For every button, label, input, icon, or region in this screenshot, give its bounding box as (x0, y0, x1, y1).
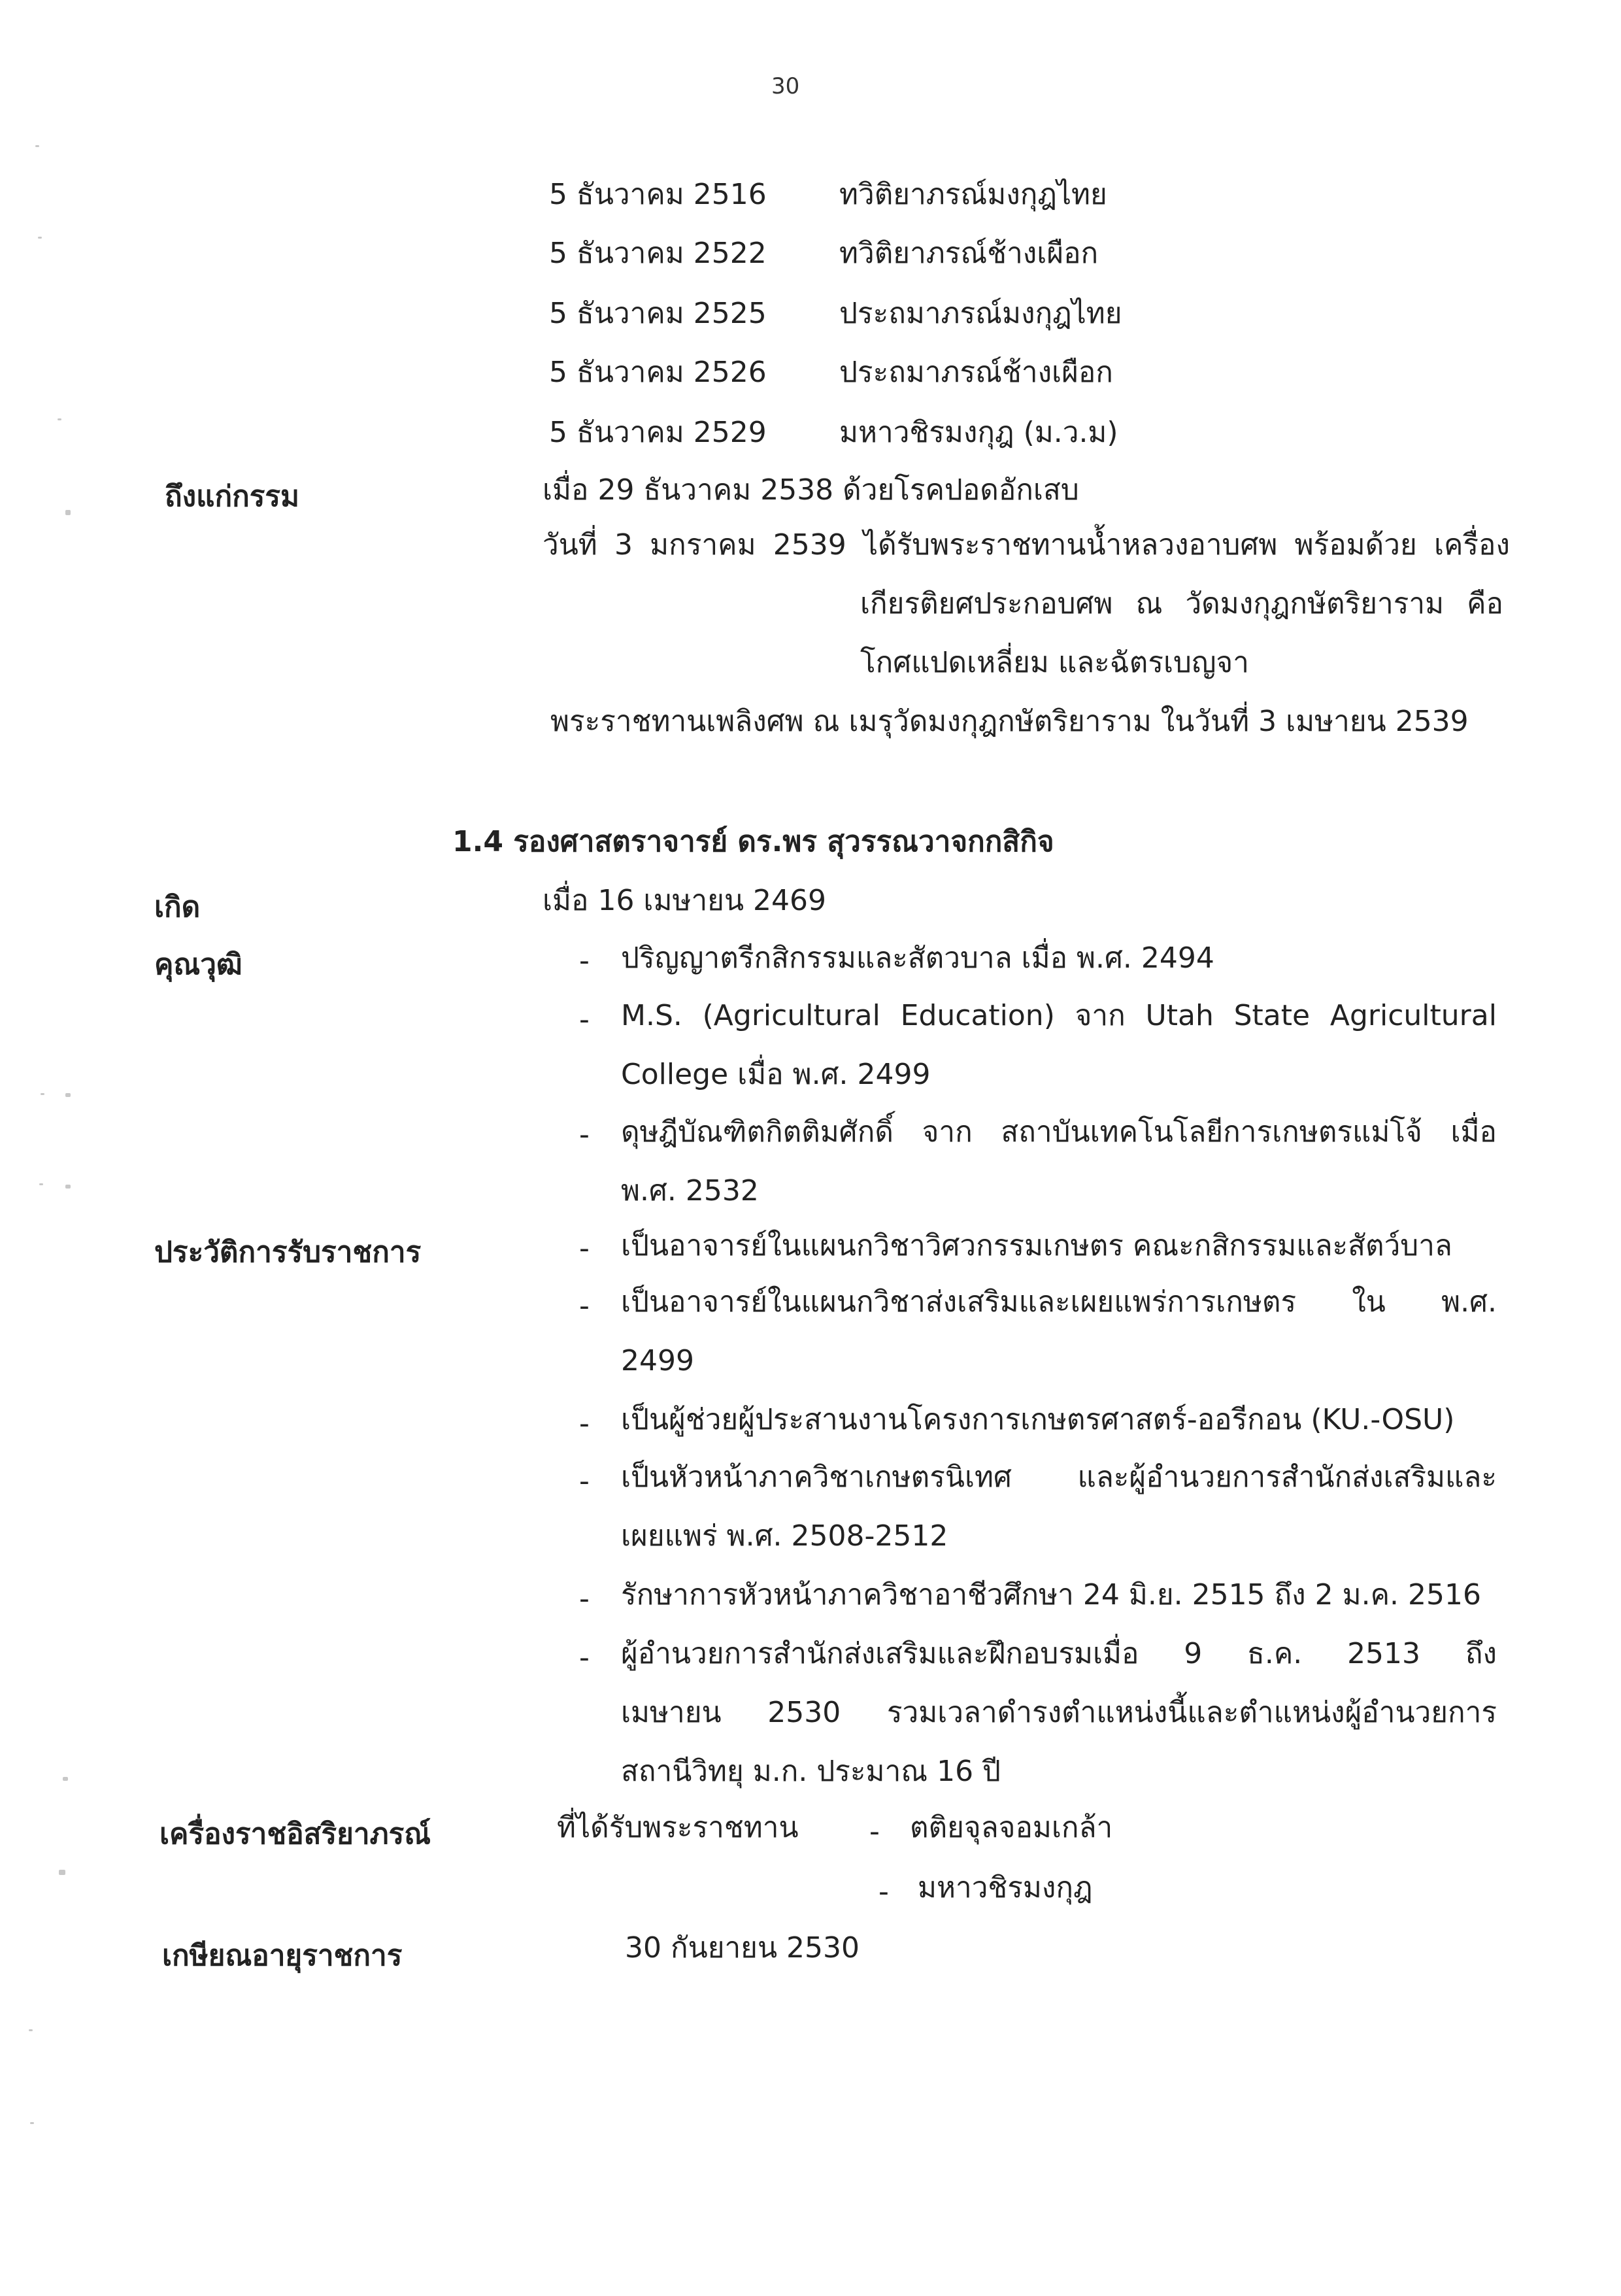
decoration-name-4: ประถมาภรณ์ช้างเผือก (839, 356, 1113, 389)
born-label: เกิด (154, 890, 201, 924)
scan-speck (29, 2029, 33, 2031)
decoration-date-2: 5 ธันวาคม 2522 (549, 237, 767, 270)
career-item-2-cont: 2499 (621, 1344, 694, 1377)
scan-speck (65, 1185, 71, 1189)
decoration-name-3: ประถมาภรณ์มงกุฎไทย (839, 297, 1122, 330)
career-label: ประวัติการรับราชการ (154, 1236, 422, 1269)
death-line-2: วันที่ 3 มกราคม 2539 ได้รับพระราชทานน้ำหลวงอาบศพ พร้อมด้วย เครื่อง (543, 528, 1510, 562)
career-item-6: ผู้อำนวยการสำนักส่งเสริมและฝึกอบรมเมื่อ 9 ธ.ค. 2513 ถึง (621, 1637, 1497, 1670)
royal-decoration-item-1: ตติยจุลจอมเกล้า (910, 1811, 1113, 1844)
career-item-6-cont-2: สถานีวิทยุ ม.ก. ประมาณ 16 ปี (621, 1755, 1001, 1788)
death-line-1: เมื่อ 29 ธันวาคม 2538 ด้วยโรคปอดอักเสบ (543, 473, 1079, 507)
bullet-dash: - (579, 1003, 590, 1036)
born-value: เมื่อ 16 เมษายน 2469 (543, 884, 827, 917)
career-item-6-cont-1: เมษายน 2530 รวมเวลาดำรงตำแหน่งนี้และตำแหน่งผู้อำนวยการ (621, 1696, 1497, 1729)
qualification-item-2-cont: College เมื่อ พ.ศ. 2499 (621, 1058, 931, 1091)
qualification-item-1: ปริญญาตรีกสิกรรมและสัตวบาล เมื่อ พ.ศ. 2494 (621, 941, 1214, 975)
career-item-1: เป็นอาจารย์ในแผนกวิชาวิศวกรรมเกษตร คณะกสิกรรมและสัตว์บาล (621, 1229, 1452, 1262)
bullet-dash: - (869, 1815, 880, 1848)
bullet-dash: - (579, 944, 590, 977)
bullet-dash: - (579, 1118, 590, 1151)
decoration-date-3: 5 ธันวาคม 2525 (549, 297, 767, 330)
qualification-item-3: ดุษฎีบัณฑิตกิตติมศักดิ์ จาก สถาบันเทคโนโลยีการเกษตรแม่โจ้ เมื่อ (621, 1115, 1497, 1149)
retirement-label: เกษียณอายุราชการ (162, 1939, 403, 1972)
bullet-dash: - (579, 1582, 590, 1615)
decoration-date-1: 5 ธันวาคม 2516 (549, 178, 767, 211)
qualification-item-3-cont: พ.ศ. 2532 (621, 1174, 759, 1207)
qualifications-label: คุณวุฒิ (154, 948, 242, 981)
bullet-dash: - (579, 1464, 590, 1498)
death-label: ถึงแก่กรรม (165, 480, 300, 513)
scan-speck (41, 1093, 44, 1095)
decoration-date-5: 5 ธันวาคม 2529 (549, 416, 767, 449)
royal-decorations-intro: ที่ได้รับพระราชทาน (557, 1811, 799, 1844)
retirement-value: 30 กันยายน 2530 (625, 1931, 860, 1965)
section-heading: 1.4 รองศาสตราจารย์ ดร.พร สุวรรณวาจกกสิกิจ (452, 825, 1054, 858)
scan-speck (65, 1093, 71, 1097)
decoration-name-5: มหาวชิรมงกุฎ (ม.ว.ม) (839, 416, 1118, 449)
career-item-4-cont: เผยแพร่ พ.ศ. 2508-2512 (621, 1519, 948, 1553)
death-line-3: เกียรติยศประกอบศพ ณ วัดมงกุฎกษัตริยาราม คือ (860, 587, 1503, 620)
royal-decoration-item-2: มหาวชิรมงกุฎ (918, 1871, 1093, 1904)
bullet-dash: - (878, 1875, 889, 1908)
career-item-5: รักษาการหัวหน้าภาควิชาอาชีวศึกษา 24 มิ.ย. 2515 ถึง 2 ม.ค. 2516 (621, 1578, 1482, 1612)
bullet-dash: - (579, 1232, 590, 1265)
page-number: 30 (771, 73, 800, 99)
scan-speck (35, 145, 39, 147)
scan-speck (59, 1870, 65, 1875)
death-line-5: พระราชทานเพลิงศพ ณ เมรุวัดมงกุฎกษัตริยาราม ในวันที่ 3 เมษายน 2539 (550, 705, 1469, 738)
bullet-dash: - (579, 1289, 590, 1323)
career-item-2: เป็นอาจารย์ในแผนกวิชาส่งเสริมและเผยแพร่การเกษตร ใน พ.ศ. (621, 1285, 1497, 1319)
scan-speck (58, 418, 61, 420)
scan-speck (65, 510, 71, 515)
scan-speck (63, 1777, 68, 1781)
decoration-name-1: ทวิติยาภรณ์มงกุฎไทย (839, 178, 1107, 211)
decoration-date-4: 5 ธันวาคม 2526 (549, 356, 767, 389)
scan-speck (38, 237, 42, 239)
scan-speck (39, 1183, 43, 1185)
career-item-4: เป็นหัวหน้าภาควิชาเกษตรนิเทศ และผู้อำนวยการสำนักส่งเสริมและ (621, 1460, 1497, 1494)
royal-decorations-label: เครื่องราชอิสริยาภรณ์ (159, 1817, 431, 1851)
career-item-3: เป็นผู้ช่วยผู้ประสานงานโครงการเกษตรศาสตร์-ออรีกอน (KU.-OSU) (621, 1403, 1455, 1436)
bullet-dash: - (579, 1641, 590, 1674)
decoration-name-2: ทวิติยาภรณ์ช้างเผือก (839, 237, 1099, 270)
death-line-4: โกศแปดเหลี่ยม และฉัตรเบญจา (860, 646, 1249, 679)
bullet-dash: - (579, 1407, 590, 1440)
qualification-item-2: M.S. (Agricultural Education) จาก Utah State Agricultural (621, 999, 1497, 1032)
scan-speck (30, 2122, 34, 2124)
